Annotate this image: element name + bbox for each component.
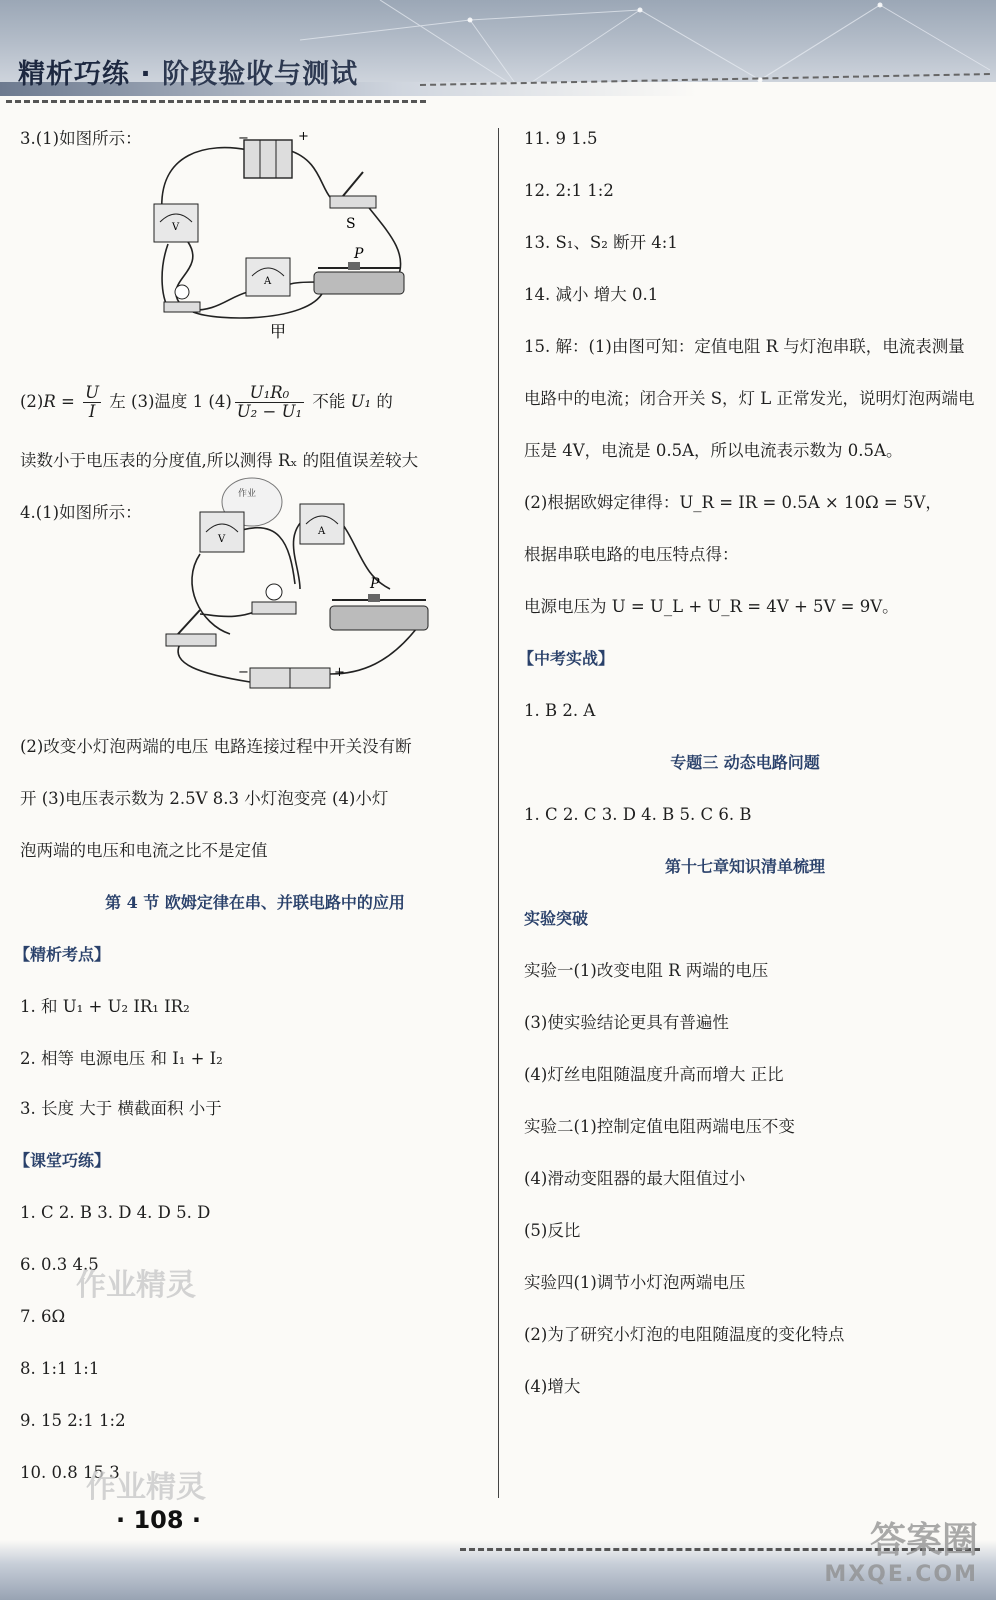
topic-3-title: 专题三 动态电路问题 [670,753,820,772]
switch-label: S [346,216,356,232]
q3-2-middle: 左 (3)温度 1 (4) [104,392,232,411]
kaodian-3: 3. 长度 大于 横截面积 小于 [20,1099,222,1118]
answer-15-line4: (2)根据欧姆定律得：U_R = IR = 0.5A × 10Ω = 5V， [524,493,942,512]
q4-part2-b: 开 (3)电压表示数为 2.5V 8.3 小灯泡变亮 (4)小灯 [20,789,389,808]
q3-part1: 3.(1)如图所示： [20,129,142,148]
answer-15-line3: 压是 4V，电流是 0.5A，所以电流表示数为 0.5A。 [524,441,903,460]
figure-caption-jia: 甲 [270,322,287,341]
ketang-9: 9. 15 2:1 1:2 [20,1411,126,1430]
q4-part2-a: (2)改变小灯泡两端的电压 电路连接过程中开关没有断 [20,737,412,756]
q3-continuation: 读数小于电压表的分度值,所以测得 Rₓ 的阻值误差较大 [20,451,419,470]
column-divider [498,128,499,1498]
header-dashed-rule [6,100,426,103]
experiment-4-4: (4)增大 [524,1377,581,1396]
topic-3-answers: 1. C 2. C 3. D 4. B 5. C 6. B [524,805,752,824]
frac-denominator: I [88,402,96,421]
bracket-jingxi-kaodian: 【精析考点】 [14,945,111,964]
watermark-1: 作业精灵 [76,1268,196,1303]
ammeter-icon-2 [300,504,344,544]
answer-15-line1: 15. 解：(1)由图可知：定值电阻 R 与灯泡串联，电流表测量 [524,337,965,356]
ketang-1-5: 1. C 2. B 3. D 4. D 5. D [20,1203,211,1222]
battery-plus-label: + [298,132,309,144]
u1-symbol: U₁ [350,392,372,411]
q4-part2-c: 泡两端的电压和电流之比不是定值 [20,841,268,860]
answer-15-line2: 电路中的电流；闭合开关 S，灯 L 正常发光，说明灯泡两端电 [524,389,975,408]
answer-14: 14. 减小 增大 0.1 [524,285,659,304]
q3-2-post: 不能 [307,392,351,411]
answer-15-line6: 电源电压为 U = U_L + U_R = 4V + 5V = 9V。 [524,597,899,616]
ammeter-icon [246,258,290,296]
experiment-4-2: (2)为了研究小灯泡的电阻随温度的变化特点 [524,1325,845,1344]
ketang-6: 6. 0.3 4.5 [20,1255,99,1274]
ammeter-label-2: A [318,526,326,537]
ketang-7: 7. 6Ω [20,1307,66,1326]
corner-watermark-en: MXQE.COM [824,1562,978,1587]
bracket-zhongkao-shizhan: 【中考实战】 [518,649,615,668]
frac2-numerator: U₁R₀ [235,384,304,403]
battery-plus-label-2: + [334,665,345,680]
circuit-figure-2 [160,474,450,696]
experiment-heading: 实验突破 [524,909,589,928]
switch-icon [330,172,376,232]
fraction-u-over-i [83,384,101,421]
battery-minus-label-2: − [238,665,249,680]
experiment-2-5: (5)反比 [524,1221,581,1240]
zhongkao-answers: 1. B 2. A [524,701,596,720]
lamp-icon-2 [252,584,296,614]
voltmeter-label: V [172,222,180,233]
experiment-2-4: (4)滑动变阻器的最大阻值过小 [524,1169,746,1188]
experiment-1-1: 实验一(1)改变电阻 R 两端的电压 [524,961,769,980]
page-title [18,52,358,91]
watermark-2: 作业精灵 [86,1470,206,1505]
bracket-ketang-qiaolian: 【课堂巧练】 [14,1151,111,1170]
battery-minus-label: − [238,132,249,146]
answer-13: 13. S₁、S₂ 断开 4:1 [524,233,678,252]
frac2-denominator: U₂ − U₁ [236,402,303,421]
battery-icon-2 [238,665,345,688]
q3-2-end: 的 [371,392,393,411]
experiment-1-4: (4)灯丝电阻随温度升高而增大 正比 [524,1065,784,1084]
fraction-r0 [235,384,304,421]
experiment-1-3: (3)使实验结论更具有普遍性 [524,1013,729,1032]
ketang-10: 10. 0.8 15 3 [20,1463,120,1482]
circuit-figure-1 [148,132,418,344]
voltmeter-label-2: V [218,534,226,545]
r-symbol: R [43,392,56,411]
voltmeter-icon [154,204,198,242]
q3-2-prefix: (2) [20,392,44,411]
title-dot: · [140,59,152,90]
eq-sign: = [55,392,81,411]
page-number: · 108 · [116,1506,202,1534]
rheostat-icon [314,246,404,294]
title-sub: 阶段验收与测试 [162,59,359,90]
corner-watermark-cn: 答案圈 [869,1520,978,1561]
frac-numerator: U [85,383,100,402]
kaodian-1: 1. 和 U₁ + U₂ IR₁ IR₂ [20,997,190,1016]
answer-11: 11. 9 1.5 [524,129,598,148]
rheostat-p-label-2: P [370,576,380,592]
stamp-label: 作业 [238,489,257,499]
kaodian-2: 2. 相等 电源电压 和 I₁ + I₂ [20,1049,223,1068]
section-4-title: 第 4 节 欧姆定律在串、并联电路中的应用 [105,893,405,912]
title-main: 精析巧练 [18,59,130,90]
ammeter-label: A [264,276,272,287]
ketang-8: 8. 1:1 1:1 [20,1359,100,1378]
answer-15-line5: 根据串联电路的电压特点得： [524,545,739,564]
experiment-4-1: 实验四(1)调节小灯泡两端电压 [524,1273,746,1292]
answer-12: 12. 2:1 1:2 [524,181,614,200]
lamp-icon [164,285,200,312]
rheostat-p-label: P [354,246,364,262]
rheostat-icon-2 [330,576,428,630]
experiment-2-1: 实验二(1)控制定值电阻两端电压不变 [524,1117,795,1136]
corner-watermark-logo [824,1520,978,1592]
voltmeter-icon-2 [200,512,244,552]
q3-part2 [20,382,393,422]
q4-part1: 4.(1)如图所示： [20,503,142,522]
chapter-17-title: 第十七章知识清单梳理 [664,857,825,876]
